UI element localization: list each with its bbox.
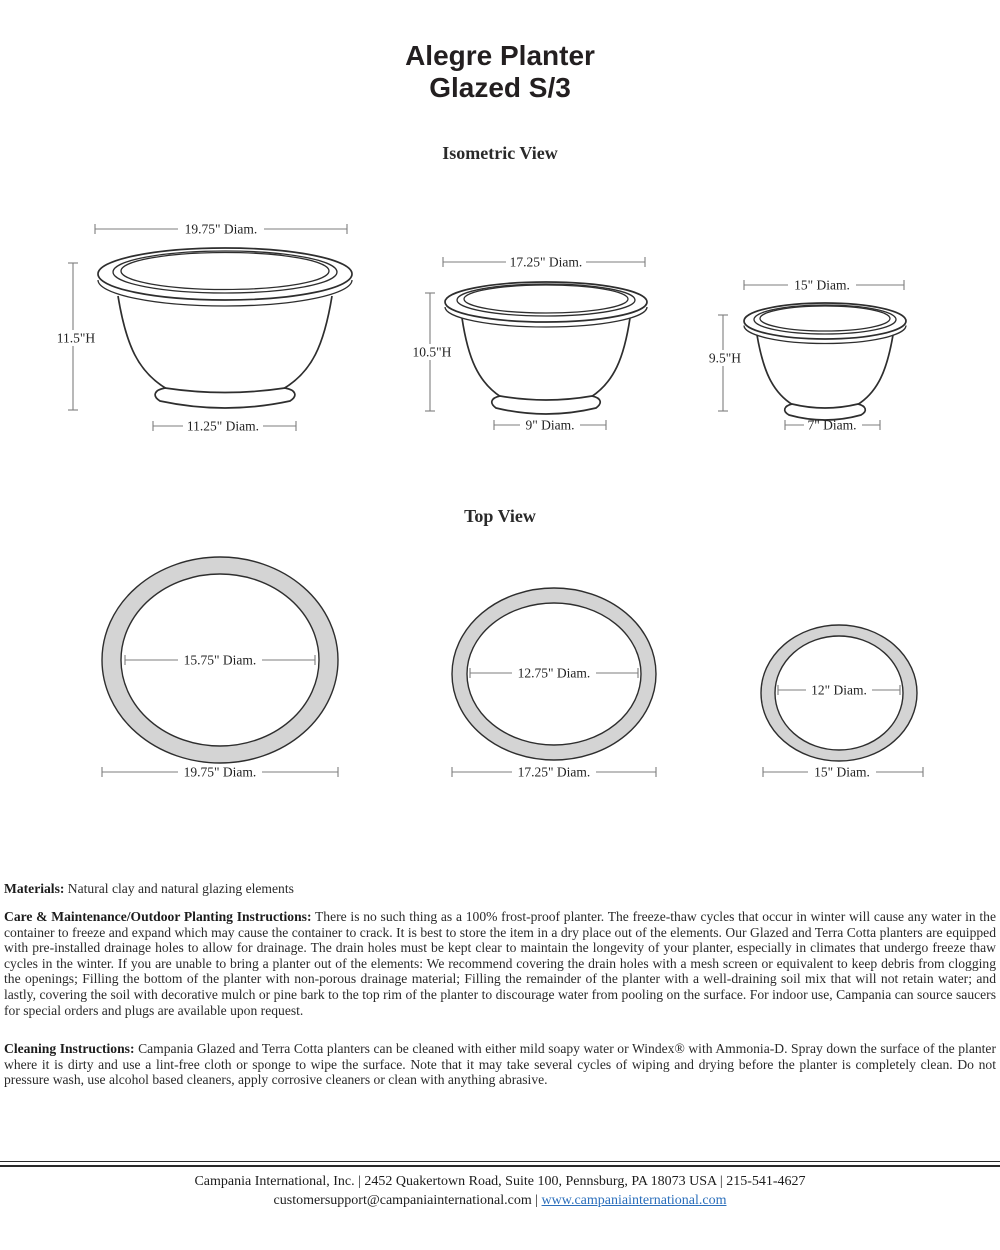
footer [0, 1172, 1000, 1210]
dim-label-medium-outer-diameter: 17.25" Diam. [517, 764, 591, 780]
dim-label-medium-height: 10.5"H [412, 344, 452, 360]
dim-label-medium-inner-diameter: 12.75" Diam. [517, 665, 591, 681]
dim-large-outer-diameter [102, 765, 338, 780]
dim-medium-outer-diameter [452, 765, 656, 780]
footer-divider [0, 1161, 1000, 1167]
care-instructions-paragraph [4, 909, 996, 1018]
dim-small-height [709, 315, 741, 411]
dim-label-medium-base-diameter: 9" Diam. [525, 417, 575, 433]
footer-contact-line [0, 1191, 1000, 1210]
dim-medium-base-diameter [494, 418, 606, 433]
cleaning-instructions-paragraph [4, 1041, 996, 1088]
materials-label: Materials: [4, 881, 65, 896]
planter-large-outline [98, 248, 352, 408]
materials-text: Natural clay and natural glazing elements [67, 881, 294, 896]
page-title [0, 40, 1000, 104]
product-name: Alegre Planter [405, 40, 595, 71]
top-view-heading: Top View [464, 506, 536, 526]
dim-label-large-outer-diameter: 19.75" Diam. [183, 764, 257, 780]
planter-medium-top-view [452, 588, 656, 780]
product-variant: Glazed S/3 [429, 72, 571, 103]
isometric-view-heading: Isometric View [442, 143, 558, 163]
dim-medium-top-diameter [443, 255, 645, 270]
planter-small-isometric [709, 278, 906, 433]
dim-label-small-base-diameter: 7" Diam. [807, 417, 857, 433]
care-instructions-text: There is no such thing as a 100% frost-proof planter. The freeze-thaw cycles that occur in winter will cause any water in the container to freeze and expand which may cause the container to crack. It is best to store the item in a dry place out of the elements. Our Glazed and Terra Cotta planters are equipped with pre-installed drainage holes to allow for drainage. The drain holes must be kept clear to maintain the longevity of your planter, especially in climates that undergo freeze thaw cycles in the winter. If you are unable to bring a planter out of the elements: We recommend covering the drain holes with a mesh screen or equivalent to keep debris from clogging the openings; Filling the bottom of the planter with non-porous drainage material; Filling the remainder of the planter with a well-draining soil mix that will not retain water; and lastly, covering the soil with decorative mulch or pine bark to the top rim of the planter to discourage water from pooling on the surface. For indoor use, Campania can source saucers for special orders and plugs are available upon request. [4, 909, 996, 1018]
dim-label-large-height: 11.5"H [56, 330, 96, 346]
dim-small-top-diameter [744, 278, 904, 293]
dim-large-height [57, 263, 96, 410]
planter-small-top-view [761, 625, 923, 780]
planter-medium-isometric [413, 255, 647, 433]
dim-label-small-top-diameter: 15" Diam. [794, 277, 850, 293]
dim-large-base-diameter [153, 419, 296, 434]
isometric-view-drawing [0, 200, 1000, 450]
dim-small-base-diameter [785, 418, 880, 433]
materials-paragraph [4, 881, 996, 897]
footer-separator: | [531, 1193, 542, 1208]
cleaning-instructions-text: Campania Glazed and Terra Cotta planters can be cleaned with either mild soapy water or Windex® with Ammonia-D. Spray down the surface of the planter where it is dirty and use a lint-free cloth or sponge to wipe the surface. Note that it may take several cycles of wiping and drying before the planter is completely clean. Do not pressure wash, use alcohol based cleaners, apply corrosive cleaners or clean with anything abrasive. [4, 1041, 996, 1088]
dim-label-small-inner-diameter: 12" Diam. [811, 682, 867, 698]
dim-label-large-inner-diameter: 15.75" Diam. [183, 652, 257, 668]
cleaning-instructions-label: Cleaning Instructions: [4, 1041, 135, 1056]
dim-label-small-outer-diameter: 15" Diam. [814, 764, 870, 780]
dim-label-small-height: 9.5"H [708, 350, 742, 366]
top-view-drawing [0, 540, 1000, 800]
planter-medium-outline [445, 282, 647, 414]
dim-label-large-top-diameter: 19.75" Diam. [184, 221, 258, 237]
planter-large-isometric [57, 222, 352, 434]
planter-large-top-view [102, 557, 338, 780]
dim-small-outer-diameter [763, 765, 923, 780]
care-instructions-label: Care & Maintenance/Outdoor Planting Instructions: [4, 909, 312, 924]
footer-email: customersupport@campaniainternational.com [273, 1193, 532, 1208]
dim-large-top-diameter [95, 222, 347, 237]
dim-label-large-base-diameter: 11.25" Diam. [186, 418, 260, 434]
dim-label-medium-top-diameter: 17.25" Diam. [509, 254, 583, 270]
planter-small-outline [744, 303, 906, 420]
footer-company-line: Campania International, Inc. | 2452 Quakertown Road, Suite 100, Pennsburg, PA 18073 USA | 215-541-4627 [194, 1174, 806, 1189]
footer-website-link[interactable]: www.campaniainternational.com [541, 1193, 727, 1208]
